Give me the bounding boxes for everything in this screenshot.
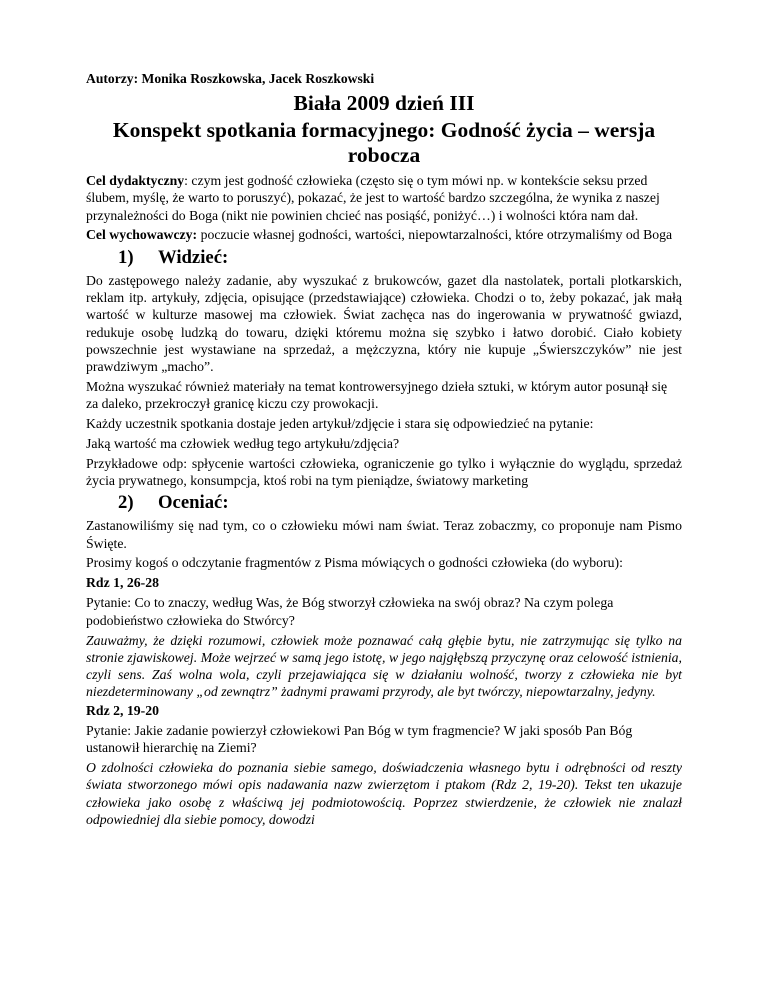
section-title: Oceniać:: [158, 492, 229, 514]
didactic-goal-text: : czym jest godność człowieka (często się o tym mówi np. w kontekście seksu przed ślubem, myślę, że warto to poruszyć), pokazać, że jest to wartość bardzo szczególna, że wynika z naszej przynależności do Boga (nikt nie powinien chcieć nas posiąść, poniżyć…) i wolności która nam dał.: [86, 173, 660, 223]
document-subtitle: Konspekt spotkania formacyjnego: Godność życia – wersja robocza: [112, 118, 656, 167]
didactic-goal-label: Cel dydaktyczny: [86, 173, 185, 188]
answer-italic: Zauważmy, że dzięki rozumowi, człowiek może poznawać całą głębie bytu, nie zatrzymując się tylko na stronie zjawiskowej. Może wejrzeć w samą jego istotę, w jego najgłębszą przyczynę oraz celowość istnienia, czyli sens. Zaś wolna wola, czyli przejawiająca się w działaniu wolność, tworzy z człowieka nie byt niezdeterminowany „od zewnątrz” żadnymi prawami przyrody, ale byt twórczy, niepowtarzalny, jedyny.: [86, 632, 682, 700]
paragraph: Przykładowe odp: spłycenie wartości człowieka, ograniczenie go tylko i wyłącznie do wyglądu, sprzedaż życia prywatnego, konsumpcja, ktoś robi na tym pieniądze, światowy marketing: [86, 455, 682, 488]
question: Jaką wartość ma człowiek według tego artykułu/zdjęcia?: [86, 435, 400, 451]
paragraph: Do zastępowego należy zadanie, aby wyszukać z brukowców, gazet dla nastolatek, portali plotkarskich, reklam itp. artykuły, zdjęcia, opisujące (przedstawiające) człowieka. Chodzi o to, żeby pokazać, jak małą wartość w kulturze masowej ma człowiek. Świat zachęca nas do ingerowania w prywatność gwiazd, redukuje osobę ludzką do towaru, dzięki któremu można się szybko i łatwo dorobić. Ciało kobiety powszechnie jest wystawiane na sprzedaż, a mężczyzna, który nie kupuje „Świerszczyków” nie jest prawdziwym „macho”.: [86, 272, 682, 375]
didactic-goal: [86, 172, 682, 224]
section-heading-1: [86, 247, 682, 269]
question: Pytanie: Co to znaczy, według Was, że Bóg stworzył człowieka na swój obraz? Na czym polega podobieństwo człowieka do Stwórcy?: [86, 595, 614, 628]
answer-italic: O zdolności człowieka do poznania siebie samego, doświadczenia własnego bytu i odrębności od reszty świata stworzonego mówi opis nadawania nazw zwierzętom i ptakom (Rdz 2, 19-20). Tekst ten ukazuje człowieka jako osobę z właściwą jej podmiotowością. Poprzez stwierdzenie, że człowiek nie znalazł odpowiedniej dla siebie pomocy, dowodzi: [86, 760, 682, 827]
educational-goal-text: poczucie własnej godności, wartości, niepowtarzalności, które otrzymaliśmy od Boga: [197, 227, 673, 243]
paragraph: Zastanowiliśmy się nad tym, co o człowieku mówi nam świat. Teraz zobaczmy, co proponuje nam Pismo Święte.: [86, 518, 682, 551]
scripture-reference: Rdz 2, 19-20: [86, 702, 159, 718]
educational-goal-label: Cel wychowawczy:: [86, 227, 198, 243]
authors-line: Autorzy: Monika Roszkowska, Jacek Roszkowski: [86, 71, 375, 86]
paragraph: Można wyszukać również materiały na temat kontrowersyjnego dzieła sztuki, w którym autor posunął się za daleko, przekroczył granicę kiczu czy prowokacji.: [86, 378, 668, 412]
section-number: 2): [118, 492, 134, 514]
question: Pytanie: Jakie zadanie powierzył człowiekowi Pan Bóg w tym fragmencie? W jaki sposób Pan Bóg ustanowił hierarchię na Ziemi?: [86, 723, 633, 756]
section-number: 1): [118, 246, 134, 268]
document-page: [86, 70, 682, 829]
document-title: Biała 2009 dzień III: [293, 91, 475, 115]
paragraph: Prosimy kogoś o odczytanie fragmentów z Pisma mówiących o godności człowieka (do wyboru):: [86, 555, 623, 571]
section-title: Widzieć:: [158, 246, 229, 268]
educational-goal: [86, 226, 682, 243]
section-heading-2: [86, 492, 682, 514]
paragraph: Każdy uczestnik spotkania dostaje jeden artykuł/zdjęcie i stara się odpowiedzieć na pytanie:: [86, 416, 594, 432]
scripture-reference: Rdz 1, 26-28: [86, 575, 159, 591]
